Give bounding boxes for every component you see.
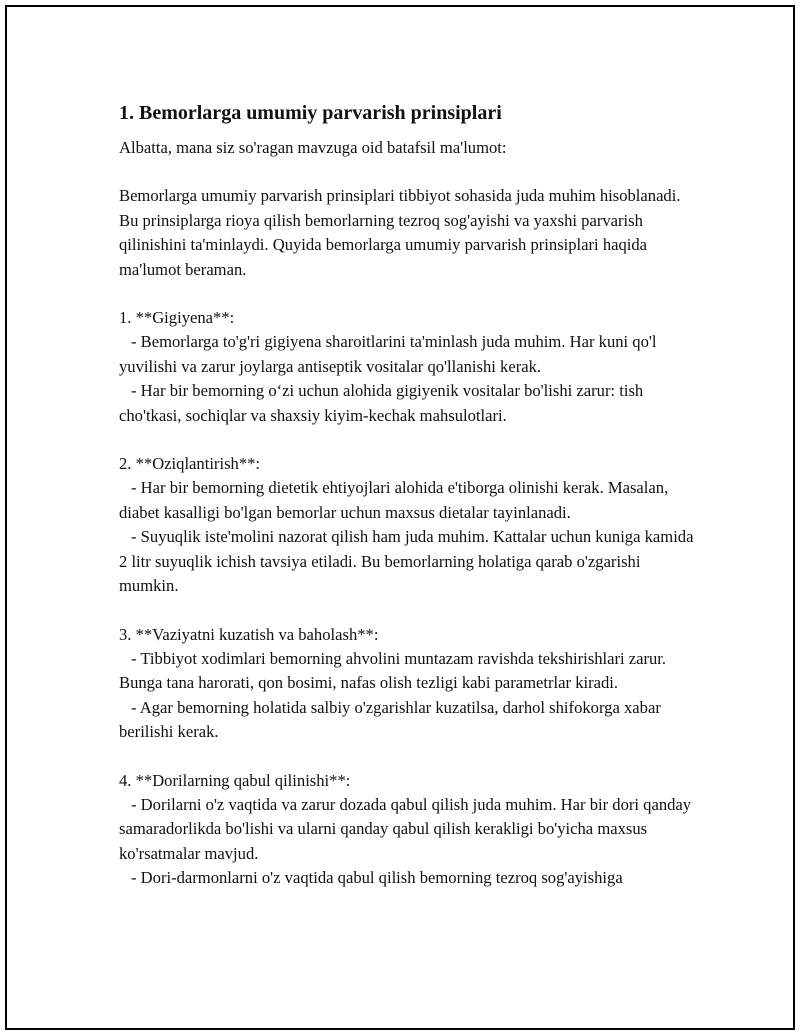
bullet-item: - Tibbiyot xodimlari bemorning ahvolini muntazam ravishda tekshirishlari zarur. Bunga tana harorati, qon bosimi, nafas olish tezligi kabi parametrlar kiradi.: [119, 648, 667, 693]
section-heading: 4. **Dorilarning qabul qilinishi**:: [119, 770, 351, 790]
intro-paragraph: Bemorlarga umumiy parvarish prinsiplari tibbiyot sohasida juda muhim hisoblanadi. Bu prinsiplarga rioya qilish bemorlarning tezroq sog'ayishi va yaxshi parvarish qilinishini ta'minlaydi. Quyida bemorlarga umumiy parvarish prinsiplari haqida ma'lumot beraman.: [119, 186, 681, 279]
section-monitoring: [119, 623, 699, 745]
document-title: 1. Bemorlarga umumiy parvarish prinsiplari: [119, 102, 502, 124]
bullet-item: - Dori-darmonlarni o'z vaqtida qabul qilish bemorning tezroq sog'ayishiga: [131, 868, 623, 888]
bullet-item: - Har bir bemorning dietetik ehtiyojlari alohida e'tiborga olinishi kerak. Masalan, diabet kasalligi bo'lgan bemorlar uchun maxsus dietalar tayinlanadi.: [119, 478, 669, 522]
section-heading: 1. **Gigiyena**:: [119, 308, 235, 328]
bullet-item: - Dorilarni o'z vaqtida va zarur dozada qabul qilish juda muhim. Har bir dori qanday samaradorlikda bo'lishi va ularni qanday qabul qilish kerakligi bo'yicha maxsus ko'rsatmalar mavjud.: [119, 794, 692, 863]
section-medication: [119, 769, 699, 891]
section-heading: 2. **Oziqlantirish**:: [119, 454, 261, 474]
page-frame: [5, 5, 795, 1030]
section-nutrition: [119, 452, 699, 598]
bullet-item: - Bemorlarga to'g'ri gigiyena sharoitlarini ta'minlash juda muhim. Har kuni qo'l yuvilishi va zarur joylarga antiseptik vositalar qo'llanishi kerak.: [119, 332, 657, 376]
section-hygiene: [119, 306, 699, 428]
document-body: [119, 100, 699, 915]
section-heading: 3. **Vaziyatni kuzatish va baholash**:: [119, 624, 379, 644]
intro-text: Albatta, mana siz so'ragan mavzuga oid batafsil ma'lumot:: [119, 138, 507, 157]
bullet-item: - Agar bemorning holatida salbiy o'zgarishlar kuzatilsa, darhol shifokorga xabar berilishi kerak.: [119, 697, 661, 742]
bullet-item: - Suyuqlik iste'molini nazorat qilish ham juda muhim. Kattalar uchun kuniga kamida 2 litr suyuqlik ichish tavsiya etiladi. Bu bemorlarning holatiga qarab o'zgarishi mumkin.: [119, 527, 694, 596]
bullet-item: - Har bir bemorning o‘zi uchun alohida gigiyenik vositalar bo'lishi zarur: tish cho'tkasi, sochiqlar va shaxsiy kiyim-kechak mahsulotlari.: [119, 381, 644, 425]
